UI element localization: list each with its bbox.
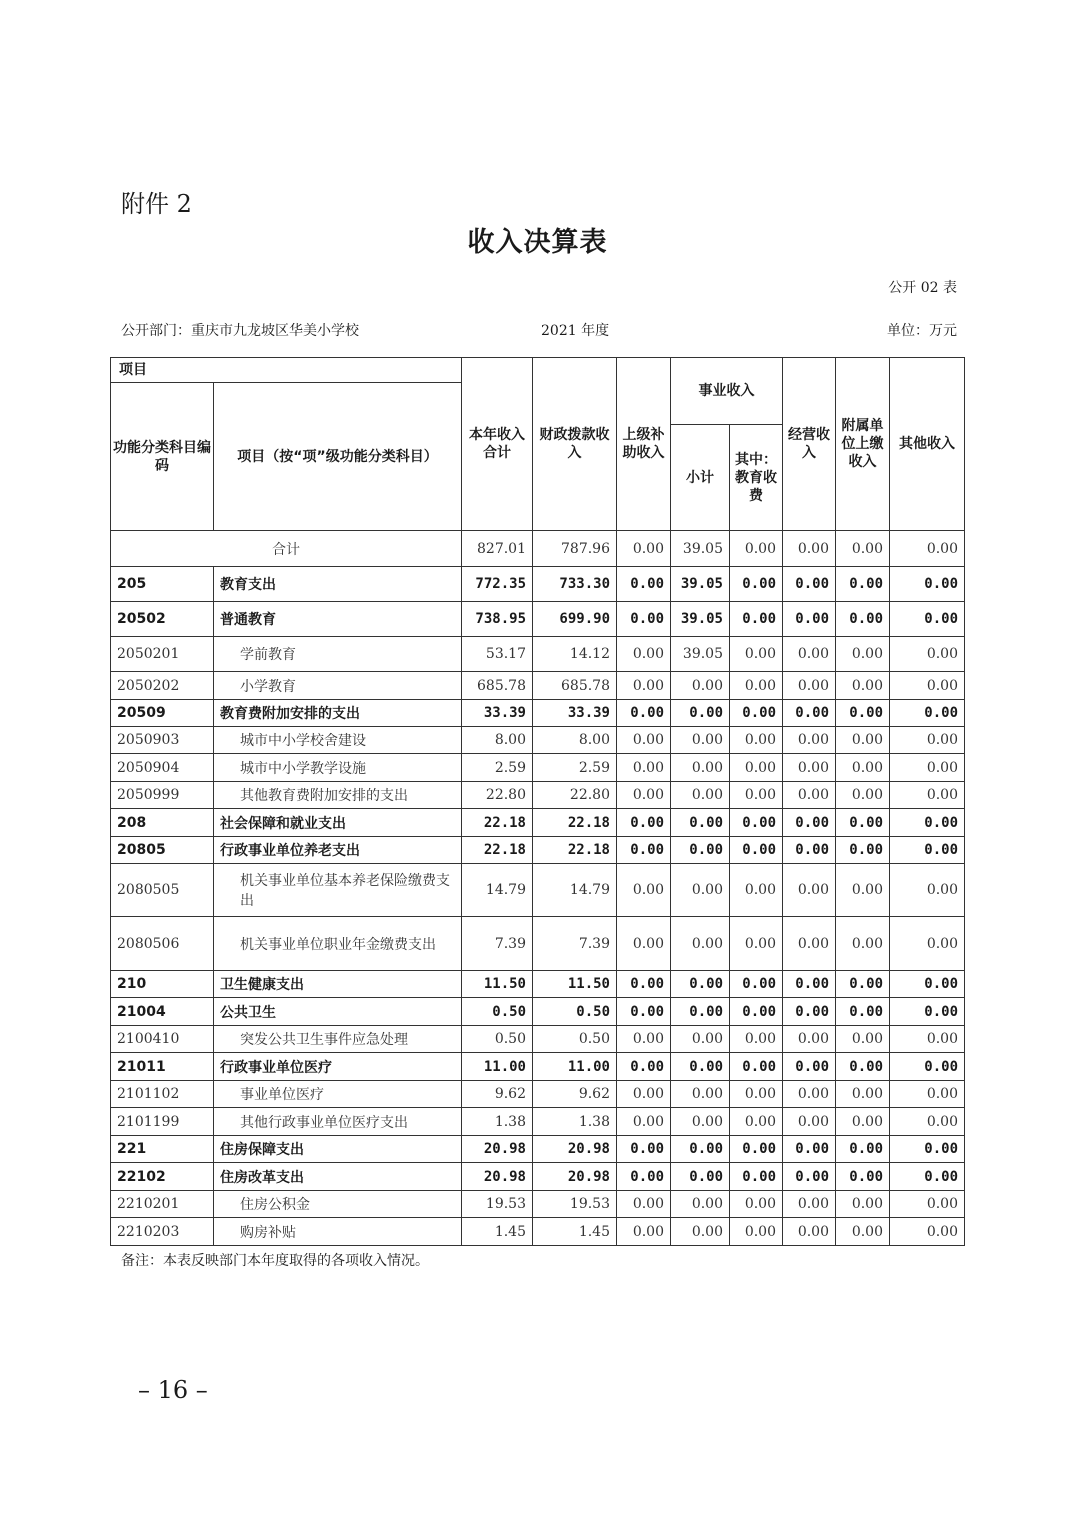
cell-fiscal: 20.98 xyxy=(533,1136,617,1163)
table-row xyxy=(111,637,965,672)
header-business: 事业收入 xyxy=(671,358,783,425)
cell-code: 2210201 xyxy=(111,1191,214,1218)
cell-affiliated: 0.00 xyxy=(836,809,890,837)
cell-total: 20.98 xyxy=(462,1163,533,1191)
table-row xyxy=(111,602,965,637)
cell-name: 学前教育 xyxy=(214,637,462,672)
cell-superior: 0.00 xyxy=(617,1191,671,1218)
cell-code: 2050999 xyxy=(111,782,214,809)
cell-affiliated: 0.00 xyxy=(836,1163,890,1191)
cell-fiscal: 2.59 xyxy=(533,754,617,782)
cell-affiliated: 0.00 xyxy=(836,1081,890,1108)
cell-superior: 0.00 xyxy=(617,917,671,971)
cell-superior: 0.00 xyxy=(617,700,671,727)
cell-code: 2050201 xyxy=(111,637,214,672)
cell-edu-fee: 0.00 xyxy=(730,1053,783,1081)
cell-total: 8.00 xyxy=(462,727,533,754)
attachment-label: 附件 2 xyxy=(121,190,192,218)
cell-name: 普通教育 xyxy=(214,602,462,637)
cell-total: 827.01 xyxy=(462,531,533,567)
cell-code: 20805 xyxy=(111,837,214,864)
cell-fiscal: 7.39 xyxy=(533,917,617,971)
cell-total: 738.95 xyxy=(462,602,533,637)
cell-fiscal: 1.38 xyxy=(533,1108,617,1136)
cell-fiscal: 22.80 xyxy=(533,782,617,809)
cell-code: 221 xyxy=(111,1136,214,1163)
cell-superior: 0.00 xyxy=(617,531,671,567)
cell-affiliated: 0.00 xyxy=(836,1191,890,1218)
cell-fiscal: 22.18 xyxy=(533,809,617,837)
cell-subtotal: 0.00 xyxy=(671,1218,730,1246)
cell-edu-fee: 0.00 xyxy=(730,672,783,700)
cell-other: 0.00 xyxy=(890,567,965,602)
cell-fiscal: 9.62 xyxy=(533,1081,617,1108)
cell-affiliated: 0.00 xyxy=(836,672,890,700)
cell-operating: 0.00 xyxy=(783,637,836,672)
cell-operating: 0.00 xyxy=(783,782,836,809)
cell-superior: 0.00 xyxy=(617,1053,671,1081)
cell-total: 685.78 xyxy=(462,672,533,700)
cell-other: 0.00 xyxy=(890,637,965,672)
table-row xyxy=(111,567,965,602)
cell-name: 突发公共卫生事件应急处理 xyxy=(214,1026,462,1053)
cell-name: 城市中小学校舍建设 xyxy=(214,727,462,754)
cell-operating: 0.00 xyxy=(783,1081,836,1108)
cell-total: 11.00 xyxy=(462,1053,533,1081)
cell-other: 0.00 xyxy=(890,531,965,567)
cell-other: 0.00 xyxy=(890,1108,965,1136)
cell-total: 0.50 xyxy=(462,998,533,1026)
cell-superior: 0.00 xyxy=(617,637,671,672)
table-row xyxy=(111,1136,965,1163)
cell-fiscal: 20.98 xyxy=(533,1163,617,1191)
cell-subtotal: 0.00 xyxy=(671,837,730,864)
cell-subtotal: 0.00 xyxy=(671,700,730,727)
cell-edu-fee: 0.00 xyxy=(730,602,783,637)
cell-fiscal: 8.00 xyxy=(533,727,617,754)
cell-operating: 0.00 xyxy=(783,727,836,754)
cell-operating: 0.00 xyxy=(783,998,836,1026)
header-edu-fee: 其中：教育收费 xyxy=(730,425,783,531)
cell-name: 住房保障支出 xyxy=(214,1136,462,1163)
table-row xyxy=(111,672,965,700)
cell-name: 机关事业单位基本养老保险缴费支出 xyxy=(214,864,462,917)
cell-superior: 0.00 xyxy=(617,1108,671,1136)
table-body xyxy=(111,531,965,1246)
cell-total: 1.45 xyxy=(462,1218,533,1246)
cell-fiscal: 19.53 xyxy=(533,1191,617,1218)
cell-other: 0.00 xyxy=(890,672,965,700)
cell-operating: 0.00 xyxy=(783,1191,836,1218)
cell-affiliated: 0.00 xyxy=(836,1053,890,1081)
cell-operating: 0.00 xyxy=(783,1218,836,1246)
cell-operating: 0.00 xyxy=(783,567,836,602)
cell-affiliated: 0.00 xyxy=(836,782,890,809)
table-row xyxy=(111,971,965,998)
cell-superior: 0.00 xyxy=(617,727,671,754)
cell-affiliated: 0.00 xyxy=(836,1218,890,1246)
header-code: 功能分类科目编码 xyxy=(111,383,214,531)
cell-subtotal: 39.05 xyxy=(671,567,730,602)
cell-affiliated: 0.00 xyxy=(836,917,890,971)
cell-operating: 0.00 xyxy=(783,864,836,917)
cell-operating: 0.00 xyxy=(783,971,836,998)
cell-affiliated: 0.00 xyxy=(836,637,890,672)
cell-affiliated: 0.00 xyxy=(836,1136,890,1163)
header-name: 项目（按“项”级功能分类科目） xyxy=(214,383,462,531)
cell-name: 卫生健康支出 xyxy=(214,971,462,998)
cell-operating: 0.00 xyxy=(783,1163,836,1191)
cell-subtotal: 39.05 xyxy=(671,531,730,567)
cell-operating: 0.00 xyxy=(783,1108,836,1136)
table-row xyxy=(111,700,965,727)
cell-name: 行政事业单位医疗 xyxy=(214,1053,462,1081)
cell-name: 城市中小学教学设施 xyxy=(214,754,462,782)
cell-superior: 0.00 xyxy=(617,567,671,602)
cell-code: 20509 xyxy=(111,700,214,727)
cell-name: 事业单位医疗 xyxy=(214,1081,462,1108)
table-row xyxy=(111,864,965,917)
cell-other: 0.00 xyxy=(890,1026,965,1053)
cell-fiscal: 1.45 xyxy=(533,1218,617,1246)
page-title: 收入决算表 xyxy=(467,227,608,258)
cell-subtotal: 39.05 xyxy=(671,602,730,637)
cell-code: 2100410 xyxy=(111,1026,214,1053)
cell-name: 购房补贴 xyxy=(214,1218,462,1246)
table-row xyxy=(111,754,965,782)
cell-fiscal: 11.50 xyxy=(533,971,617,998)
cell-superior: 0.00 xyxy=(617,1218,671,1246)
cell-name: 公共卫生 xyxy=(214,998,462,1026)
cell-total: 7.39 xyxy=(462,917,533,971)
cell-fiscal: 699.90 xyxy=(533,602,617,637)
table-row xyxy=(111,1163,965,1191)
cell-affiliated: 0.00 xyxy=(836,727,890,754)
header-fiscal: 财政拨款收入 xyxy=(533,358,617,531)
cell-subtotal: 0.00 xyxy=(671,1108,730,1136)
cell-code: 208 xyxy=(111,809,214,837)
cell-code: 21004 xyxy=(111,998,214,1026)
cell-code: 2050904 xyxy=(111,754,214,782)
department-label: 公开部门：重庆市九龙坡区华美小学校 xyxy=(121,323,359,339)
cell-other: 0.00 xyxy=(890,809,965,837)
cell-superior: 0.00 xyxy=(617,1081,671,1108)
cell-superior: 0.00 xyxy=(617,754,671,782)
cell-edu-fee: 0.00 xyxy=(730,1191,783,1218)
cell-fiscal: 14.79 xyxy=(533,864,617,917)
cell-name: 住房公积金 xyxy=(214,1191,462,1218)
cell-code: 2050903 xyxy=(111,727,214,754)
cell-name: 其他教育费附加安排的支出 xyxy=(214,782,462,809)
cell-other: 0.00 xyxy=(890,1163,965,1191)
cell-edu-fee: 0.00 xyxy=(730,782,783,809)
cell-edu-fee: 0.00 xyxy=(730,1163,783,1191)
cell-edu-fee: 0.00 xyxy=(730,998,783,1026)
fiscal-year: 2021 年度 xyxy=(541,323,610,339)
cell-total: 22.18 xyxy=(462,809,533,837)
cell-other: 0.00 xyxy=(890,754,965,782)
cell-operating: 0.00 xyxy=(783,1136,836,1163)
header-subtotal: 小计 xyxy=(671,425,730,531)
cell-total: 772.35 xyxy=(462,567,533,602)
cell-affiliated: 0.00 xyxy=(836,1026,890,1053)
table-row xyxy=(111,727,965,754)
cell-affiliated: 0.00 xyxy=(836,531,890,567)
cell-other: 0.00 xyxy=(890,1081,965,1108)
cell-subtotal: 0.00 xyxy=(671,1191,730,1218)
cell-operating: 0.00 xyxy=(783,809,836,837)
cell-name: 其他行政事业单位医疗支出 xyxy=(214,1108,462,1136)
cell-operating: 0.00 xyxy=(783,1026,836,1053)
cell-other: 0.00 xyxy=(890,1053,965,1081)
cell-superior: 0.00 xyxy=(617,864,671,917)
income-table xyxy=(110,357,965,1246)
cell-subtotal: 0.00 xyxy=(671,754,730,782)
cell-fiscal: 14.12 xyxy=(533,637,617,672)
cell-affiliated: 0.00 xyxy=(836,837,890,864)
cell-total: 9.62 xyxy=(462,1081,533,1108)
cell-total: 1.38 xyxy=(462,1108,533,1136)
cell-fiscal: 33.39 xyxy=(533,700,617,727)
cell-total: 33.39 xyxy=(462,700,533,727)
cell-other: 0.00 xyxy=(890,602,965,637)
cell-subtotal: 0.00 xyxy=(671,917,730,971)
cell-edu-fee: 0.00 xyxy=(730,754,783,782)
table-row xyxy=(111,1053,965,1081)
cell-other: 0.00 xyxy=(890,1218,965,1246)
cell-other: 0.00 xyxy=(890,864,965,917)
cell-other: 0.00 xyxy=(890,837,965,864)
cell-total: 22.18 xyxy=(462,837,533,864)
table-row xyxy=(111,1108,965,1136)
table-header xyxy=(111,358,965,531)
cell-code: 2080506 xyxy=(111,917,214,971)
cell-operating: 0.00 xyxy=(783,602,836,637)
total-row xyxy=(111,531,965,567)
cell-name: 教育支出 xyxy=(214,567,462,602)
cell-operating: 0.00 xyxy=(783,531,836,567)
cell-name: 住房改革支出 xyxy=(214,1163,462,1191)
cell-total: 19.53 xyxy=(462,1191,533,1218)
cell-superior: 0.00 xyxy=(617,1163,671,1191)
form-number: 公开 02 表 xyxy=(888,280,957,296)
cell-edu-fee: 0.00 xyxy=(730,1108,783,1136)
cell-fiscal: 11.00 xyxy=(533,1053,617,1081)
cell-affiliated: 0.00 xyxy=(836,754,890,782)
cell-superior: 0.00 xyxy=(617,998,671,1026)
cell-name: 行政事业单位养老支出 xyxy=(214,837,462,864)
cell-affiliated: 0.00 xyxy=(836,998,890,1026)
table-row xyxy=(111,1191,965,1218)
cell-subtotal: 0.00 xyxy=(671,1081,730,1108)
cell-fiscal: 0.50 xyxy=(533,998,617,1026)
cell-total: 22.80 xyxy=(462,782,533,809)
cell-name: 小学教育 xyxy=(214,672,462,700)
cell-code: 2080505 xyxy=(111,864,214,917)
cell-total: 20.98 xyxy=(462,1136,533,1163)
cell-edu-fee: 0.00 xyxy=(730,637,783,672)
table-row xyxy=(111,917,965,971)
cell-other: 0.00 xyxy=(890,727,965,754)
table-row xyxy=(111,782,965,809)
cell-code: 20502 xyxy=(111,602,214,637)
cell-fiscal: 685.78 xyxy=(533,672,617,700)
table-row xyxy=(111,1026,965,1053)
cell-total: 53.17 xyxy=(462,637,533,672)
cell-subtotal: 0.00 xyxy=(671,727,730,754)
cell-code: 2101199 xyxy=(111,1108,214,1136)
unit-label: 单位：万元 xyxy=(887,323,957,339)
cell-affiliated: 0.00 xyxy=(836,700,890,727)
cell-subtotal: 0.00 xyxy=(671,1163,730,1191)
cell-superior: 0.00 xyxy=(617,1026,671,1053)
table-row xyxy=(111,837,965,864)
cell-superior: 0.00 xyxy=(617,1136,671,1163)
cell-name: 机关事业单位职业年金缴费支出 xyxy=(214,917,462,971)
cell-code: 210 xyxy=(111,971,214,998)
cell-superior: 0.00 xyxy=(617,602,671,637)
cell-subtotal: 0.00 xyxy=(671,672,730,700)
cell-other: 0.00 xyxy=(890,1191,965,1218)
cell-operating: 0.00 xyxy=(783,1053,836,1081)
cell-name: 教育费附加安排的支出 xyxy=(214,700,462,727)
cell-superior: 0.00 xyxy=(617,837,671,864)
cell-operating: 0.00 xyxy=(783,672,836,700)
cell-code: 21011 xyxy=(111,1053,214,1081)
cell-other: 0.00 xyxy=(890,1136,965,1163)
cell-affiliated: 0.00 xyxy=(836,971,890,998)
cell-code: 2050202 xyxy=(111,672,214,700)
cell-other: 0.00 xyxy=(890,917,965,971)
table-row xyxy=(111,998,965,1026)
cell-superior: 0.00 xyxy=(617,782,671,809)
cell-affiliated: 0.00 xyxy=(836,567,890,602)
cell-code: 22102 xyxy=(111,1163,214,1191)
cell-affiliated: 0.00 xyxy=(836,1108,890,1136)
header-operating: 经营收入 xyxy=(783,358,836,531)
cell-subtotal: 0.00 xyxy=(671,1053,730,1081)
cell-edu-fee: 0.00 xyxy=(730,917,783,971)
cell-edu-fee: 0.00 xyxy=(730,567,783,602)
cell-subtotal: 0.00 xyxy=(671,864,730,917)
cell-edu-fee: 0.00 xyxy=(730,837,783,864)
cell-edu-fee: 0.00 xyxy=(730,971,783,998)
cell-fiscal: 0.50 xyxy=(533,1026,617,1053)
header-total: 本年收入合计 xyxy=(462,358,533,531)
cell-subtotal: 0.00 xyxy=(671,809,730,837)
cell-total: 0.50 xyxy=(462,1026,533,1053)
cell-total: 11.50 xyxy=(462,971,533,998)
header-other: 其他收入 xyxy=(890,358,965,531)
cell-code: 205 xyxy=(111,567,214,602)
cell-other: 0.00 xyxy=(890,971,965,998)
cell-other: 0.00 xyxy=(890,782,965,809)
cell-edu-fee: 0.00 xyxy=(730,864,783,917)
cell-edu-fee: 0.00 xyxy=(730,700,783,727)
cell-other: 0.00 xyxy=(890,700,965,727)
cell-code: 2101102 xyxy=(111,1081,214,1108)
cell-fiscal: 733.30 xyxy=(533,567,617,602)
total-label: 合计 xyxy=(111,531,462,567)
cell-edu-fee: 0.00 xyxy=(730,1026,783,1053)
cell-affiliated: 0.00 xyxy=(836,602,890,637)
cell-subtotal: 39.05 xyxy=(671,637,730,672)
header-project: 项目 xyxy=(111,358,462,383)
cell-edu-fee: 0.00 xyxy=(730,531,783,567)
cell-fiscal: 787.96 xyxy=(533,531,617,567)
page-number: – 16 – xyxy=(138,1376,208,1404)
cell-edu-fee: 0.00 xyxy=(730,1081,783,1108)
cell-edu-fee: 0.00 xyxy=(730,809,783,837)
cell-operating: 0.00 xyxy=(783,700,836,727)
cell-superior: 0.00 xyxy=(617,971,671,998)
cell-edu-fee: 0.00 xyxy=(730,727,783,754)
table-row xyxy=(111,809,965,837)
cell-edu-fee: 0.00 xyxy=(730,1136,783,1163)
cell-total: 2.59 xyxy=(462,754,533,782)
cell-subtotal: 0.00 xyxy=(671,971,730,998)
cell-edu-fee: 0.00 xyxy=(730,1218,783,1246)
cell-subtotal: 0.00 xyxy=(671,1026,730,1053)
header-affiliated: 附属单位上缴收入 xyxy=(836,358,890,531)
cell-subtotal: 0.00 xyxy=(671,1136,730,1163)
cell-superior: 0.00 xyxy=(617,809,671,837)
cell-name: 社会保障和就业支出 xyxy=(214,809,462,837)
cell-subtotal: 0.00 xyxy=(671,998,730,1026)
cell-affiliated: 0.00 xyxy=(836,864,890,917)
cell-other: 0.00 xyxy=(890,998,965,1026)
cell-code: 2210203 xyxy=(111,1218,214,1246)
cell-superior: 0.00 xyxy=(617,672,671,700)
table-note: 备注：本表反映部门本年度取得的各项收入情况。 xyxy=(121,1253,429,1269)
cell-operating: 0.00 xyxy=(783,917,836,971)
table-row xyxy=(111,1218,965,1246)
cell-operating: 0.00 xyxy=(783,837,836,864)
cell-total: 14.79 xyxy=(462,864,533,917)
table-row xyxy=(111,1081,965,1108)
header-superior: 上级补助收入 xyxy=(617,358,671,531)
cell-subtotal: 0.00 xyxy=(671,782,730,809)
cell-fiscal: 22.18 xyxy=(533,837,617,864)
cell-operating: 0.00 xyxy=(783,754,836,782)
